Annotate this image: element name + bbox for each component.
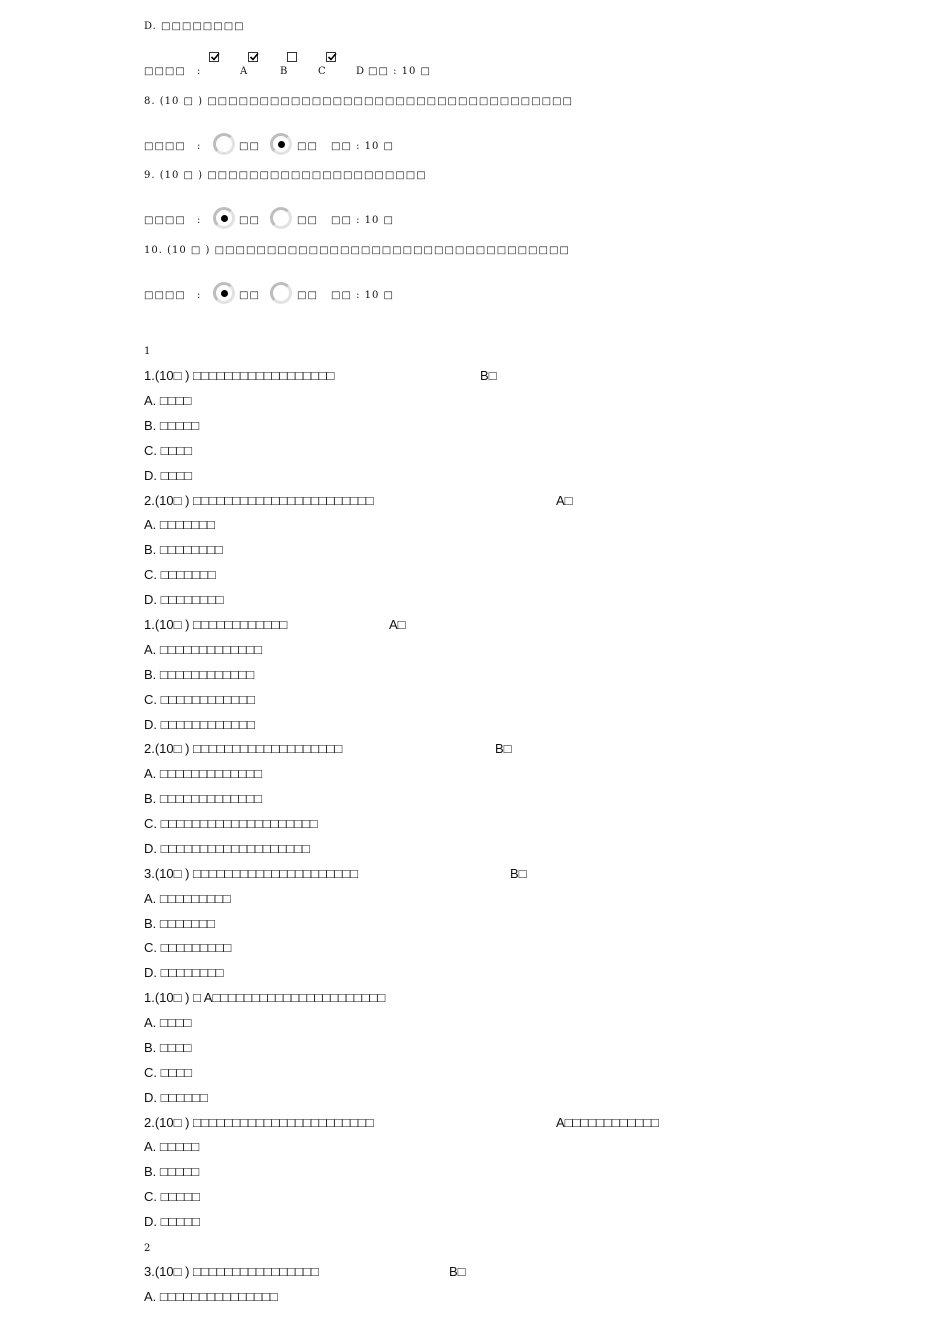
- question-line: 2.(10□ ) □□□□□□□□□□□□□□□□□□□□□□□: [144, 493, 374, 508]
- option-line: A. □□□□□□□□□□□□□: [144, 766, 262, 781]
- question-line: 1.(10□ ) □□□□□□□□□□□□: [144, 617, 288, 632]
- option-line: C. □□□□□□□: [144, 567, 216, 582]
- q10-radio-2-unselected[interactable]: [270, 282, 292, 304]
- option-line: B. □□□□□: [144, 1164, 200, 1179]
- q10-radio-2-label: □□: [297, 290, 318, 301]
- option-line: C. □□□□: [144, 443, 193, 458]
- q10-colon: :: [197, 290, 202, 301]
- option-line: A. □□□□: [144, 393, 192, 408]
- checkbox-a-checked[interactable]: [209, 52, 219, 62]
- checkbox-c-unchecked[interactable]: [287, 52, 297, 62]
- q9-answer-label: □□□□: [144, 215, 186, 226]
- option-line: B. □□□□□: [144, 418, 200, 433]
- option-line: B. □□□□□□□□□□□□□: [144, 791, 262, 806]
- option-line: B. □□□□□□□□□□□□: [144, 667, 255, 682]
- page-mark-1: 1: [144, 346, 152, 357]
- option-d: D. □□□□□□□□: [144, 21, 245, 32]
- option-line: A. □□□□□□□□□□□□□□□: [144, 1289, 278, 1304]
- answer-key: B□: [449, 1264, 466, 1279]
- question-8-stem: 8. (10 □ ) □□□□□□□□□□□□□□□□□□□□□□□□□□□□□□□□□□□: [144, 96, 573, 107]
- option-line: C. □□□□□: [144, 1189, 200, 1204]
- answer-key: A□: [389, 617, 406, 632]
- option-line: C. □□□□□□□□□: [144, 940, 232, 955]
- question-10-stem: 10. (10 □ ) □□□□□□□□□□□□□□□□□□□□□□□□□□□□□□□□□□: [144, 245, 570, 256]
- question-line: 3.(10□ ) □□□□□□□□□□□□□□□□□□□□□: [144, 866, 358, 881]
- question-9-stem: 9. (10 □ ) □□□□□□□□□□□□□□□□□□□□□: [144, 170, 427, 181]
- question-line: 2.(10□ ) □□□□□□□□□□□□□□□□□□□□□□□: [144, 1115, 374, 1130]
- q8-radio-1-label: □□: [239, 141, 260, 152]
- question-line: 1.(10□ ) □□□□□□□□□□□□□□□□□□: [144, 368, 335, 383]
- q7-colon: :: [197, 66, 202, 77]
- answer-key: A□□□□□□□□□□□□: [556, 1115, 659, 1130]
- q8-radio-2-label: □□: [297, 141, 318, 152]
- checkbox-d-label: D: [356, 66, 366, 77]
- q8-answer-label: □□□□: [144, 141, 186, 152]
- checkbox-b-label: B: [280, 66, 289, 77]
- option-line: D. □□□□□□□□: [144, 592, 224, 607]
- checkbox-d-checked[interactable]: [326, 52, 336, 62]
- q8-radio-1-unselected[interactable]: [213, 133, 235, 155]
- q7-answer-label: □□□□: [144, 66, 186, 77]
- option-line: C. □□□□: [144, 1065, 193, 1080]
- q9-radio-2-label: □□: [297, 215, 318, 226]
- question-line: 3.(10□ ) □□□□□□□□□□□□□□□□: [144, 1264, 319, 1279]
- option-line: A. □□□□□: [144, 1139, 200, 1154]
- checkbox-b-checked[interactable]: [248, 52, 258, 62]
- q10-score: □□ : 10 □: [331, 290, 394, 301]
- q7-score: □□ : 10 □: [368, 66, 431, 77]
- option-line: D. □□□□□□□□: [144, 965, 224, 980]
- option-line: D. □□□□: [144, 468, 193, 483]
- option-line: A. □□□□□□□: [144, 517, 215, 532]
- q9-radio-2-unselected[interactable]: [270, 207, 292, 229]
- option-line: C. □□□□□□□□□□□□: [144, 692, 255, 707]
- option-line: B. □□□□: [144, 1040, 192, 1055]
- option-line: B. □□□□□□□: [144, 916, 215, 931]
- option-line: D. □□□□□□: [144, 1090, 208, 1105]
- answer-key: B□: [495, 741, 512, 756]
- q10-radio-1-label: □□: [239, 290, 260, 301]
- q10-radio-1-selected[interactable]: [213, 282, 235, 304]
- option-line: A. □□□□□□□□□: [144, 891, 231, 906]
- answer-key: B□: [510, 866, 527, 881]
- option-line: D. □□□□□□□□□□□□□□□□□□□: [144, 841, 310, 856]
- option-line: A. □□□□: [144, 1015, 192, 1030]
- option-line: C. □□□□□□□□□□□□□□□□□□□□: [144, 816, 318, 831]
- checkbox-a-label: A: [240, 66, 249, 77]
- page-mark-2: 2: [144, 1243, 152, 1254]
- q10-answer-label: □□□□: [144, 290, 186, 301]
- option-line: A. □□□□□□□□□□□□□: [144, 642, 262, 657]
- option-line: B. □□□□□□□□: [144, 542, 223, 557]
- q8-score: □□ : 10 □: [331, 141, 394, 152]
- option-line: D. □□□□□□□□□□□□: [144, 717, 255, 732]
- option-line: D. □□□□□: [144, 1214, 200, 1229]
- q9-radio-1-selected[interactable]: [213, 207, 235, 229]
- q9-radio-1-label: □□: [239, 215, 260, 226]
- q9-score: □□ : 10 □: [331, 215, 394, 226]
- answer-key: A□: [556, 493, 573, 508]
- question-line: 2.(10□ ) □□□□□□□□□□□□□□□□□□□: [144, 741, 343, 756]
- question-line: 1.(10□ ) □ A□□□□□□□□□□□□□□□□□□□□□□: [144, 990, 386, 1005]
- answer-key: B□: [480, 368, 497, 383]
- q8-radio-2-selected[interactable]: [270, 133, 292, 155]
- q8-colon: :: [197, 141, 202, 152]
- q9-colon: :: [197, 215, 202, 226]
- checkbox-c-label: C: [318, 66, 327, 77]
